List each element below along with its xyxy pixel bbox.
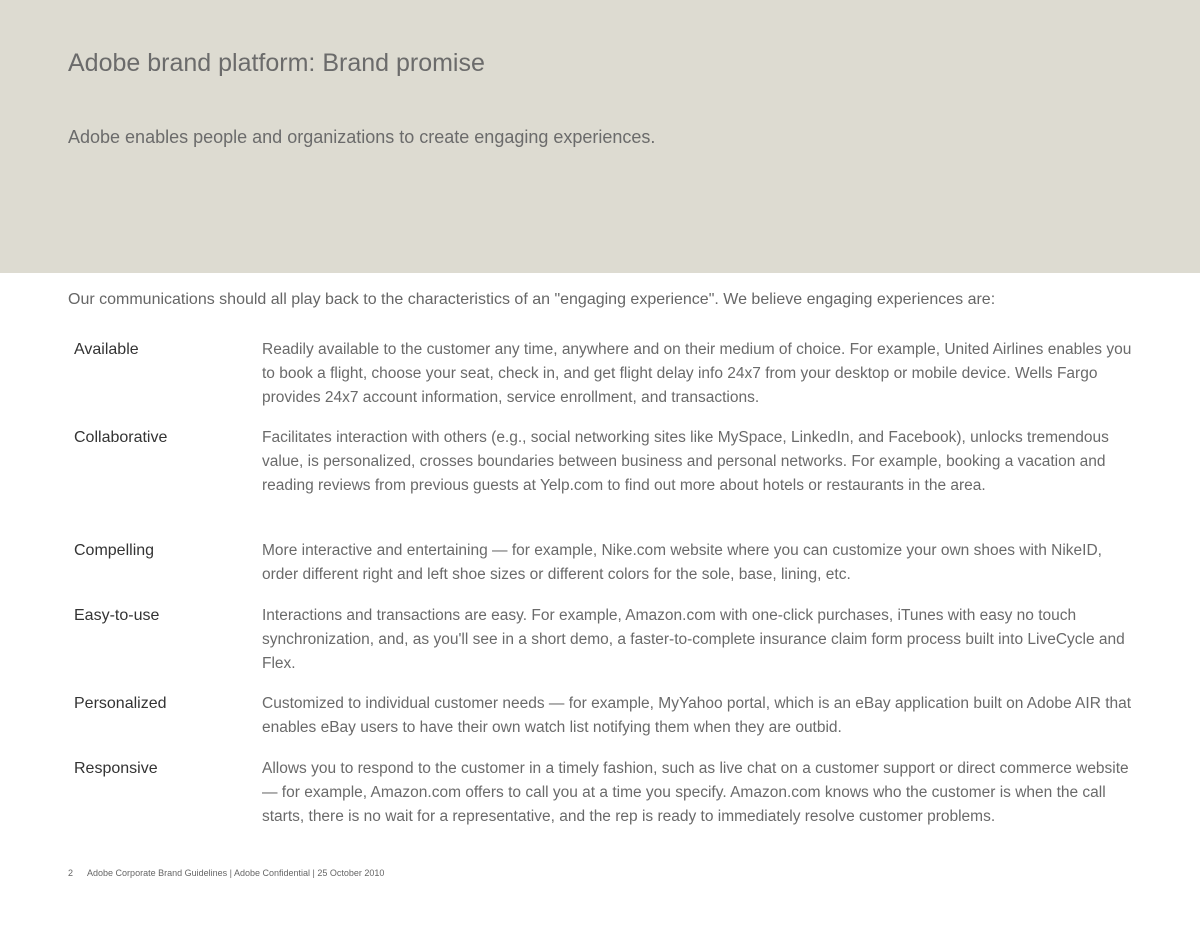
definition-description: Readily available to the customer any time, anywhere and on their medium of choice. For example, United Airlines enables you to book a flight, choose your seat, check in, and get flight delay info 24x7 from your desktop or mobile device. Wells Fargo provides 24x7 account information, service enrollment, and transactions. bbox=[262, 341, 1132, 406]
definition-description: Interactions and transactions are easy. For example, Amazon.com with one-click purchases, iTunes with easy no touch synchronization, and, as you'll see in a short demo, a faster-to-complete insurance claim form process built into LiveCycle and Flex. bbox=[262, 607, 1125, 672]
definition-term: Personalized bbox=[74, 695, 167, 712]
definition-description: Allows you to respond to the customer in a timely fashion, such as live chat on a customer support or direct commerce website — for example, Amazon.com offers to call you at a time you specify. Amazon.com knows who the customer is when the call starts, there is no wait for a representative, and the rep is ready to immediately resolve customer problems. bbox=[262, 760, 1129, 825]
footer-text: Adobe Corporate Brand Guidelines | Adobe Confidential | 25 October 2010 bbox=[87, 868, 385, 878]
page-subtitle: Adobe enables people and organizations to create engaging experiences. bbox=[68, 127, 656, 147]
header-band bbox=[0, 0, 1200, 273]
intro-paragraph: Our communications should all play back to the characteristics of an "engaging experience". We believe engaging experiences are: bbox=[68, 291, 996, 308]
definition-term: Compelling bbox=[74, 542, 155, 559]
definition-description: Facilitates interaction with others (e.g., social networking sites like MySpace, LinkedIn, and Facebook), unlocks tremendous value, is personalized, crosses boundaries between business and personal networks. For example, booking a vacation and reading reviews from previous guests at Yelp.com to find out more about hotels or restaurants in the area. bbox=[262, 429, 1109, 494]
definition-term: Responsive bbox=[74, 760, 158, 777]
definition-term: Collaborative bbox=[74, 429, 168, 446]
page-number: 2 bbox=[68, 868, 74, 878]
definition-description: Customized to individual customer needs — for example, MyYahoo portal, which is an eBay application built on Adobe AIR that enables eBay users to have their own watch list notifying them when they are outbid. bbox=[262, 695, 1132, 736]
page-title: Adobe brand platform: Brand promise bbox=[68, 49, 485, 77]
definition-term: Available bbox=[74, 341, 139, 358]
definition-term: Easy-to-use bbox=[74, 607, 160, 624]
definition-description: More interactive and entertaining — for example, Nike.com website where you can customize your own shoes with NikeID, order different right and left shoe sizes or different colors for the sole, base, lining, etc. bbox=[262, 542, 1102, 583]
page-footer bbox=[68, 868, 384, 878]
